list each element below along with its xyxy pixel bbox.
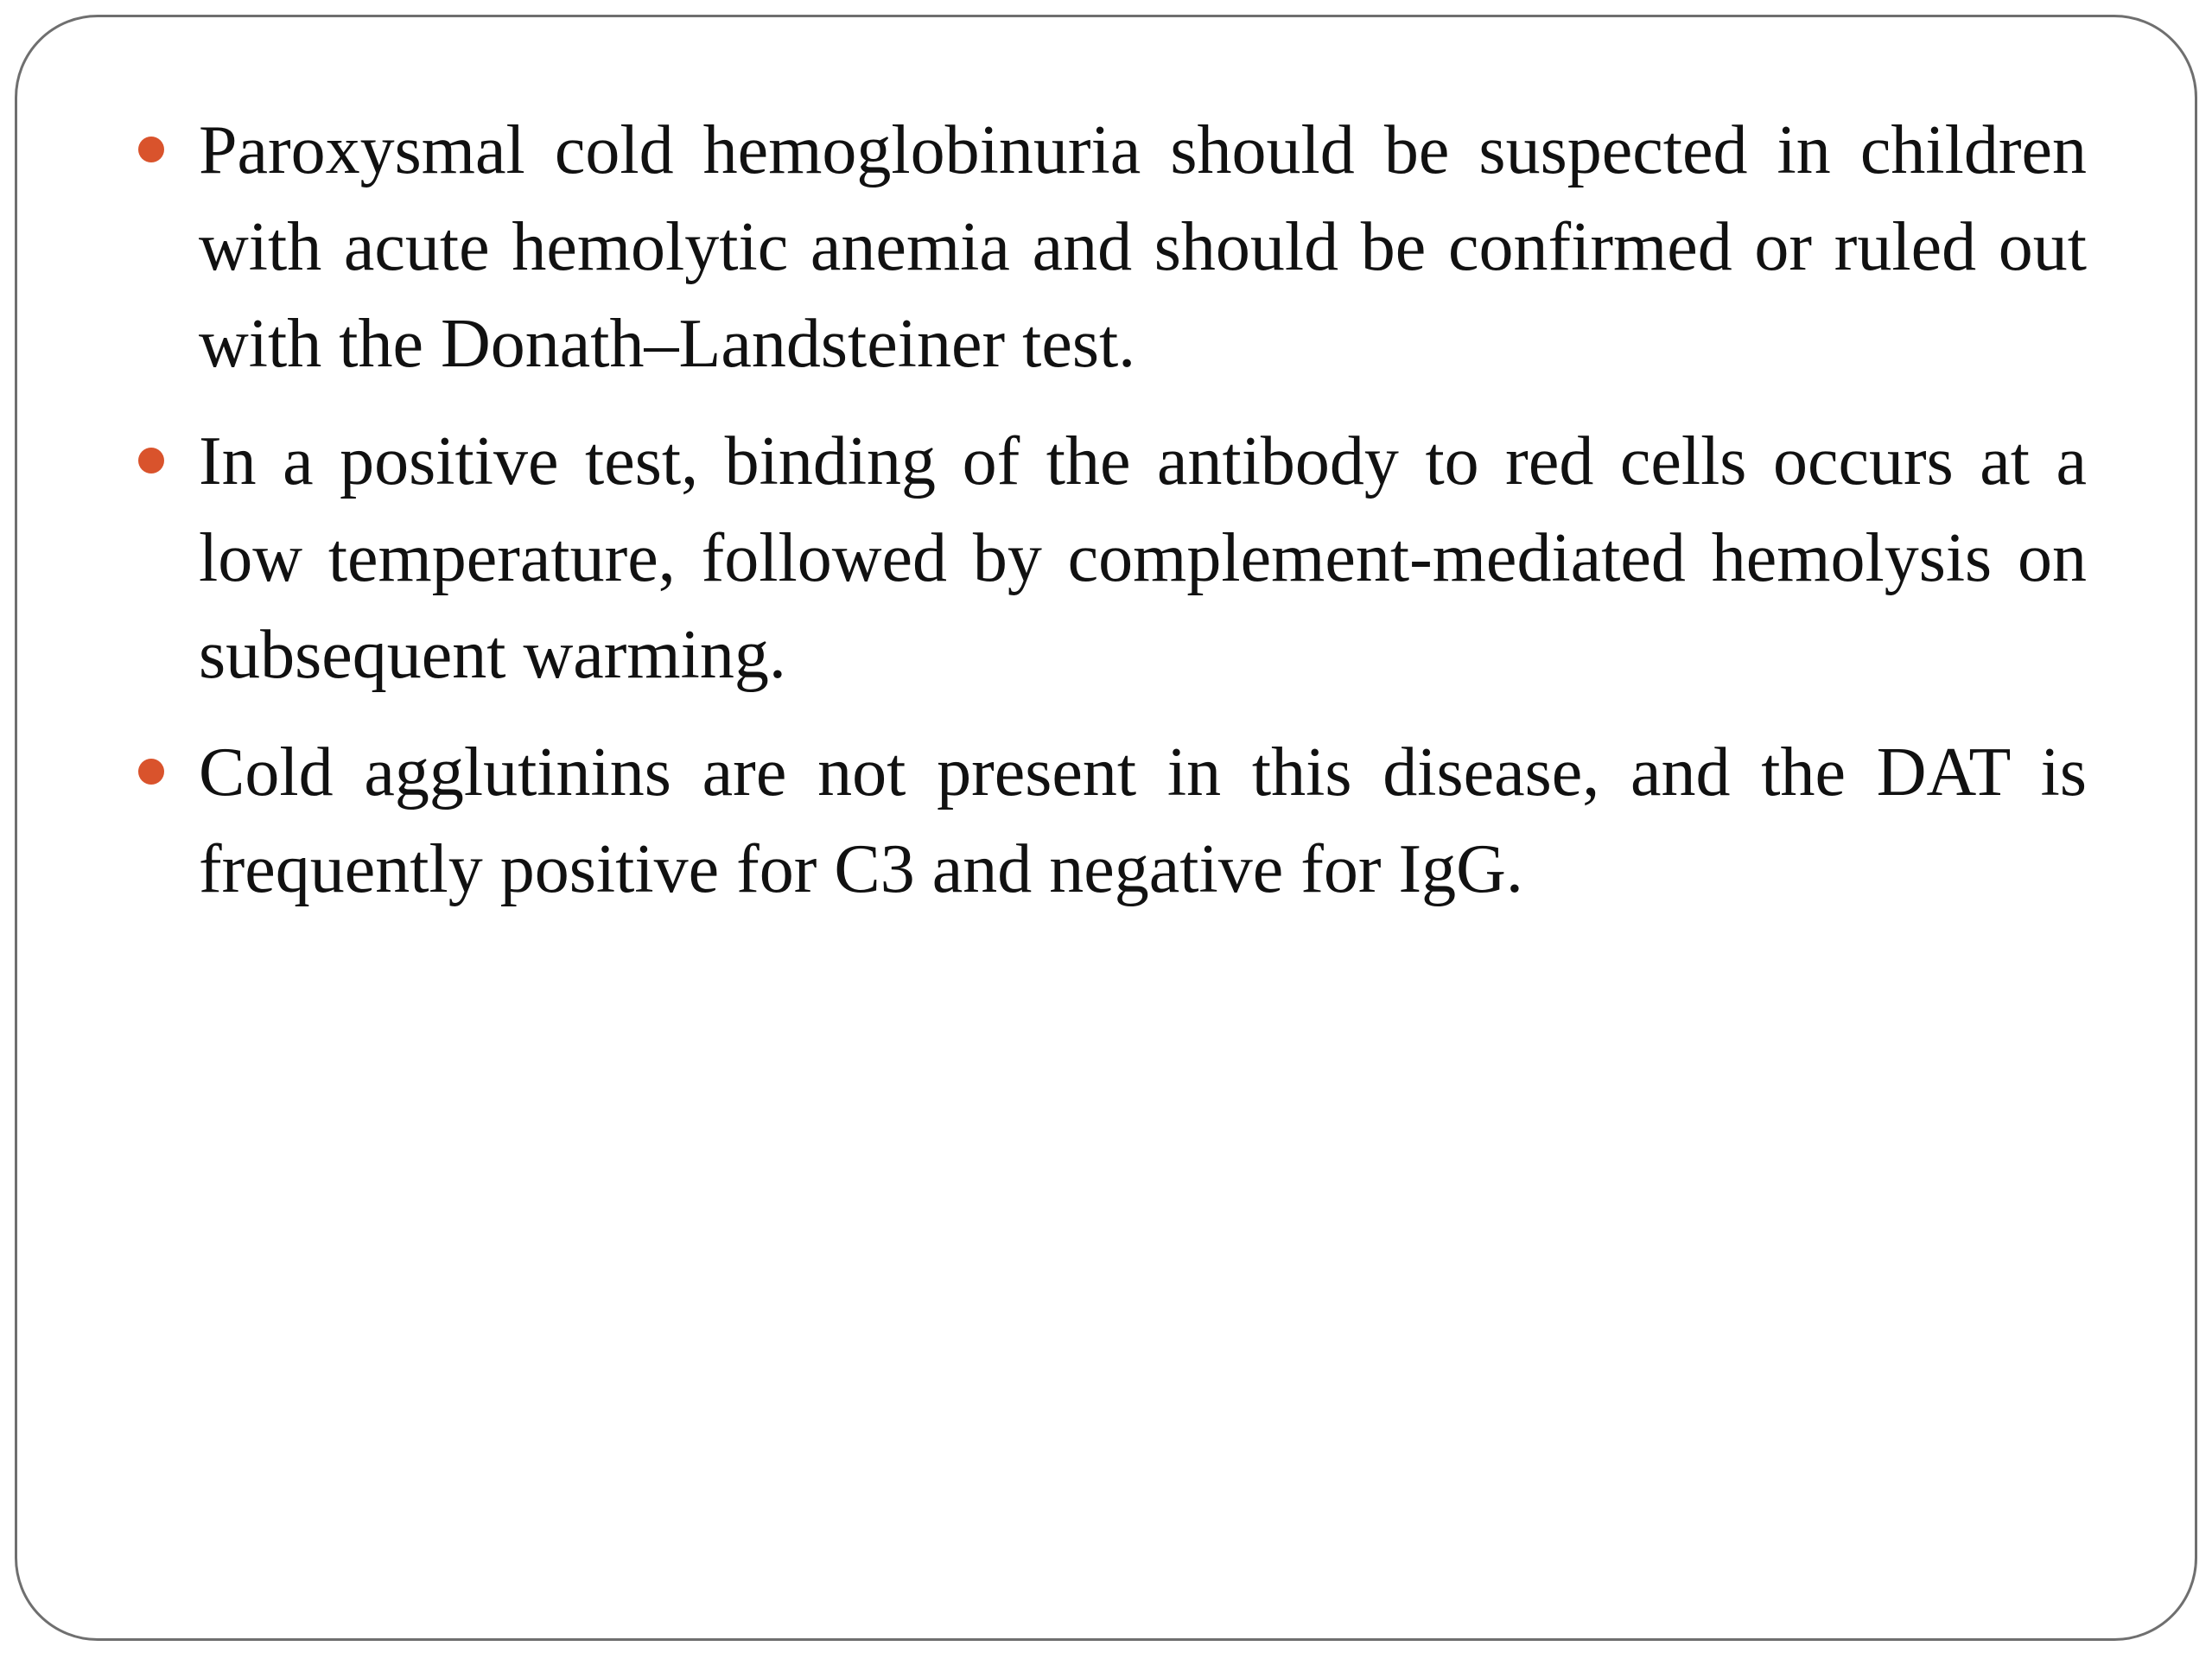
bullet-item-1 bbox=[199, 102, 2087, 392]
bullet-dot-icon bbox=[138, 448, 164, 474]
bullet-list bbox=[199, 102, 2087, 938]
bullet-item-2 bbox=[199, 413, 2087, 703]
bullet-text: Paroxysmal cold hemoglobinuria should be suspected in children with acute hemolytic anemia and should be confirmed or ruled out with the Donath–Landsteiner test. bbox=[199, 112, 2087, 382]
bullet-text: In a positive test, binding of the antibody to red cells occurs at a low temperature, followed by complement-mediated hemolysis on subsequent warming. bbox=[199, 423, 2087, 693]
bullet-dot-icon bbox=[138, 137, 164, 162]
bullet-item-3 bbox=[199, 724, 2087, 918]
bullet-dot-icon bbox=[138, 759, 164, 785]
bullet-text: Cold agglutinins are not present in this disease, and the DAT is frequently positive for C3 and negative for IgG. bbox=[199, 734, 2087, 907]
